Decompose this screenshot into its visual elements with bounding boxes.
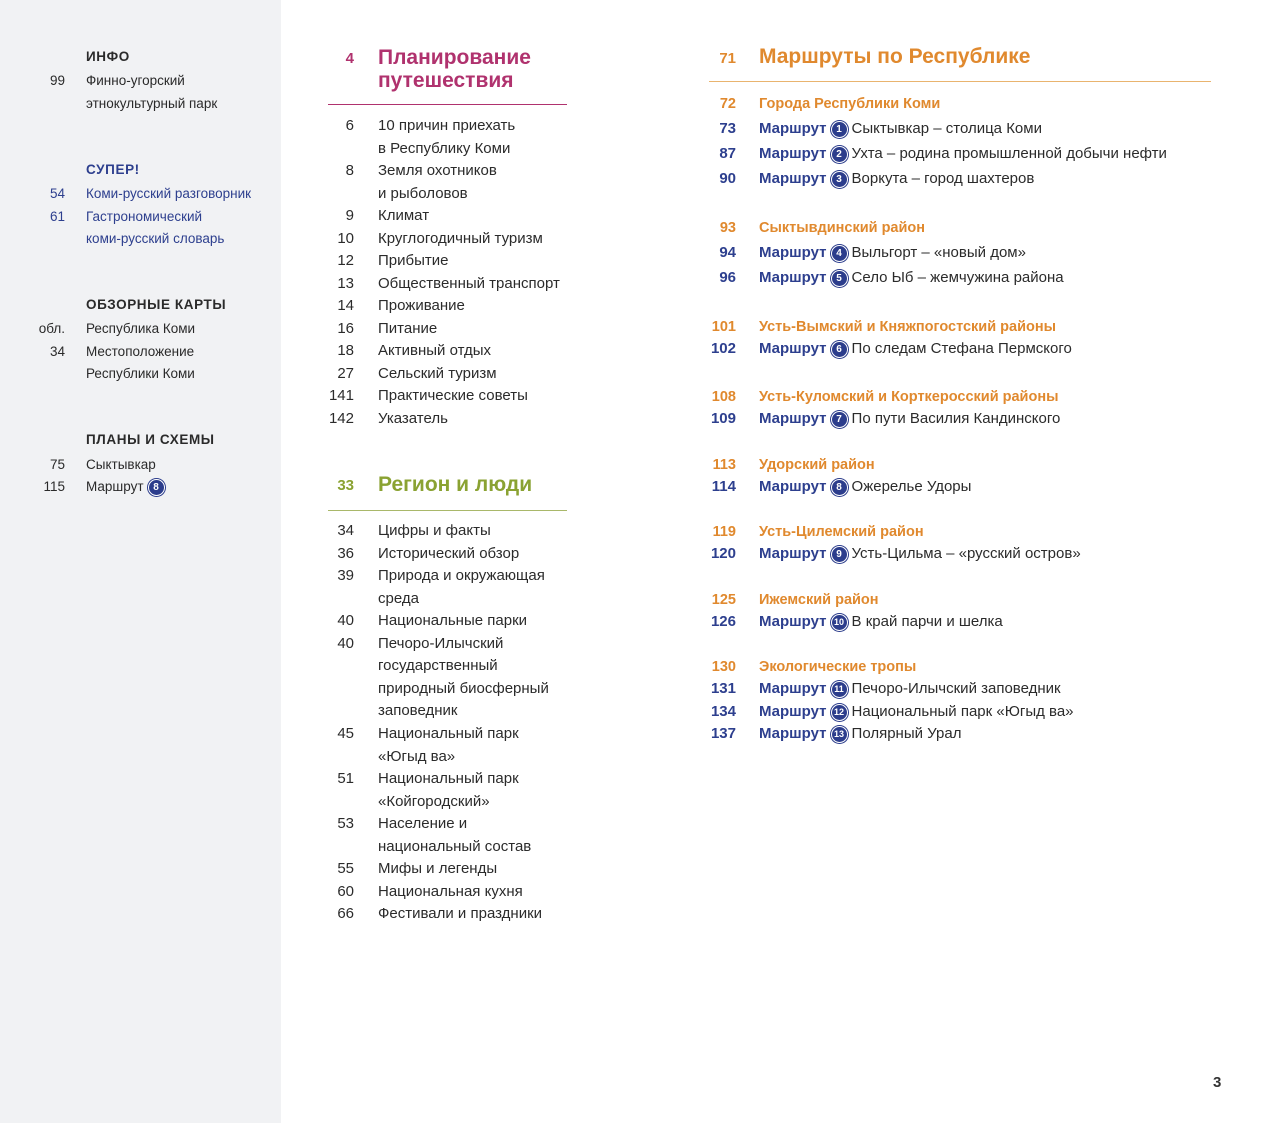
- section-page-number: 71: [719, 50, 736, 67]
- sidebar-item-label: Сыктывкар: [86, 457, 156, 472]
- route-number-badge: 8: [148, 479, 165, 496]
- route-entry-label: [759, 701, 1074, 723]
- route-entry[interactable]: [709, 118, 1229, 140]
- sidebar-item-continuation: [0, 93, 281, 115]
- toc-entry-label: Прибытие: [378, 252, 449, 269]
- toc-entry-label: «Югыд ва»: [378, 747, 456, 765]
- toc-entry-label: Мифы и легенды: [378, 860, 498, 878]
- page-number: 61: [49, 209, 65, 224]
- page-number: 73: [719, 120, 736, 137]
- toc-entry-label: «Койгородский»: [378, 792, 490, 810]
- route-label: Маршрут: [759, 410, 827, 428]
- toc-entry-label: Население и: [378, 815, 468, 833]
- route-label: Маршрут: [759, 145, 827, 162]
- section-title: путешествия: [378, 69, 514, 92]
- page-number: 36: [337, 544, 354, 562]
- page-number: 120: [710, 545, 736, 563]
- route-entry[interactable]: [709, 242, 1229, 264]
- route-description: Сыктывкар – столица Коми: [851, 120, 1042, 137]
- route-entry[interactable]: [709, 267, 1229, 289]
- toc-entry-label: Практические советы: [378, 387, 528, 404]
- toc-entry-label: 10 причин приехать: [378, 117, 516, 134]
- route-description: Воркута – город шахтеров: [851, 170, 1035, 187]
- route-label: Маршрут: [86, 479, 144, 494]
- sidebar-item-label: Гастрономический: [86, 209, 203, 224]
- route-entry[interactable]: [709, 723, 1229, 745]
- route-number-badge: 2: [831, 146, 848, 163]
- region-section-title: Экологические тропы: [759, 659, 917, 675]
- page-number: 53: [337, 815, 354, 833]
- region-section-heading[interactable]: [709, 386, 1229, 408]
- page-number: 66: [337, 905, 354, 923]
- sidebar-item-continuation: [0, 228, 281, 250]
- toc-entry-label: Указатель: [378, 409, 448, 427]
- toc-entry-label: в Республику Коми: [378, 139, 511, 157]
- route-description: В край парчи и шелка: [851, 613, 1003, 631]
- page-number: 141: [328, 387, 354, 404]
- route-description: Полярный Урал: [851, 724, 962, 742]
- page-number: 90: [719, 170, 736, 187]
- toc-entry-label: государственный: [378, 657, 498, 675]
- page-number: 13: [337, 274, 354, 292]
- route-entry-label: [759, 723, 961, 745]
- section-divider: [328, 104, 567, 105]
- page-number: 93: [719, 220, 736, 236]
- page-number: 6: [345, 117, 354, 134]
- page-number: 134: [710, 702, 736, 720]
- route-number-badge: 9: [831, 546, 848, 563]
- route-entry[interactable]: [709, 611, 1229, 633]
- page-number: 102: [710, 340, 736, 358]
- route-number-badge: 4: [831, 245, 848, 262]
- route-entry[interactable]: [709, 543, 1229, 565]
- page-number: 108: [711, 389, 736, 405]
- toc-entry-label: Питание: [378, 319, 438, 337]
- region-section-heading[interactable]: [709, 454, 1229, 476]
- sidebar-item[interactable]: [0, 70, 281, 92]
- route-entry-label: [759, 168, 1034, 190]
- page-number: 87: [719, 145, 736, 162]
- page-number: 55: [337, 860, 354, 878]
- route-entry[interactable]: [709, 701, 1229, 723]
- route-entry-label: [759, 408, 1060, 430]
- region-section-title: Сыктывдинский район: [759, 220, 926, 236]
- sidebar: [0, 0, 281, 1123]
- sidebar-section-title: ПЛАНЫ И СХЕМЫ: [86, 432, 215, 447]
- route-entry-label: [759, 678, 1061, 700]
- toc-entry-label: Сельский туризм: [378, 364, 497, 382]
- toc-entry-label: Проживание: [378, 297, 465, 314]
- route-number-badge: 8: [831, 479, 848, 496]
- route-description: Усть-Цильма – «русский остров»: [851, 545, 1081, 563]
- page-number: 14: [337, 297, 354, 314]
- route-number-badge: 10: [831, 614, 848, 631]
- sidebar-item-label: Местоположение: [86, 344, 195, 359]
- toc-entry-label: среда: [378, 589, 419, 607]
- route-label: Маршрут: [759, 724, 827, 742]
- route-entry-label: [759, 267, 1064, 289]
- route-label: Маршрут: [759, 680, 827, 698]
- section-divider: [328, 510, 567, 511]
- page-number: 142: [328, 409, 354, 427]
- section-divider: [709, 81, 1211, 82]
- page-number: 27: [337, 364, 354, 382]
- route-label: Маршрут: [759, 340, 827, 358]
- page-number: 94: [719, 244, 736, 261]
- page-number: 34: [337, 522, 354, 539]
- toc-entry-label: Печоро-Илычский: [378, 634, 504, 652]
- route-entry[interactable]: [709, 168, 1229, 190]
- page-number: 131: [710, 680, 736, 698]
- page-number: 101: [711, 319, 736, 335]
- page-number: 109: [710, 410, 736, 428]
- region-section-heading[interactable]: [709, 656, 1229, 678]
- sidebar-item-label: коми-русский словарь: [86, 231, 225, 246]
- route-entry-label: [759, 143, 1167, 165]
- sidebar-item[interactable]: [0, 476, 281, 498]
- sidebar-item[interactable]: [0, 206, 281, 228]
- route-entry[interactable]: [709, 143, 1229, 165]
- region-section-title: Усть-Вымский и Княжпогостский районы: [759, 319, 1056, 335]
- sidebar-item-label: этнокультурный парк: [86, 96, 218, 111]
- route-description: Выльгорт – «новый дом»: [851, 244, 1026, 261]
- section-title: Планирование: [378, 46, 531, 69]
- route-label: Маршрут: [759, 170, 827, 187]
- sidebar-item[interactable]: [0, 318, 281, 340]
- toc-entry-label: Национальная кухня: [378, 882, 523, 900]
- page-number: 45: [337, 724, 354, 742]
- page-number: 10: [337, 229, 354, 247]
- toc-entry-label: Земля охотников: [378, 162, 497, 179]
- route-label: Маршрут: [759, 478, 827, 496]
- region-section-heading[interactable]: [709, 316, 1229, 338]
- route-entry-label: [759, 476, 971, 498]
- page-number: 119: [712, 524, 736, 540]
- route-label: Маршрут: [759, 120, 827, 137]
- toc-entry-label: Природа и окружающая: [378, 567, 545, 585]
- route-label: Маршрут: [759, 702, 827, 720]
- page-number: 34: [49, 344, 65, 359]
- toc-entry-label: Климат: [378, 207, 430, 224]
- route-entry-label: [759, 543, 1081, 565]
- toc-entry-label: и рыболовов: [378, 184, 468, 202]
- page-number: 130: [711, 659, 736, 675]
- region-section-heading[interactable]: [709, 93, 1229, 115]
- sidebar-section-title: СУПЕР!: [86, 162, 140, 177]
- region-section-heading[interactable]: [709, 217, 1229, 239]
- toc-entry-label: Круглогодичный туризм: [378, 229, 543, 247]
- sidebar-item-label: Республики Коми: [86, 366, 195, 381]
- sidebar-section-title: ИНФО: [86, 49, 130, 64]
- route-number-badge: 13: [831, 726, 848, 743]
- route-label: Маршрут: [759, 244, 827, 261]
- page-number: 39: [337, 567, 354, 585]
- page-number: 51: [337, 770, 354, 788]
- sidebar-item-label: Финно-угорский: [86, 73, 185, 88]
- route-description: Ухта – родина промышленной добычи нефти: [851, 145, 1167, 162]
- route-entry[interactable]: [709, 678, 1229, 700]
- toc-entry-label: природный биосферный: [378, 679, 549, 697]
- route-label: Маршрут: [759, 613, 827, 631]
- route-description: Ожерелье Удоры: [851, 478, 972, 496]
- sidebar-item-continuation: [0, 363, 281, 385]
- page-number: 60: [337, 882, 354, 900]
- sidebar-item-label: [86, 476, 169, 498]
- page-number: 72: [719, 96, 736, 112]
- section-page-number: 33: [337, 477, 354, 494]
- section-title: Регион и люди: [378, 473, 533, 496]
- route-number-badge: 1: [831, 121, 848, 138]
- page-number: 18: [337, 342, 354, 359]
- sidebar-item[interactable]: [0, 341, 281, 363]
- route-entry[interactable]: [709, 408, 1229, 430]
- page-number: 99: [49, 73, 65, 88]
- page-number: 12: [337, 252, 354, 269]
- page-number: 137: [710, 724, 736, 742]
- toc-entry-label: национальный состав: [378, 837, 532, 855]
- page-number: 75: [49, 457, 65, 472]
- region-section-title: Усть-Цилемский район: [759, 524, 924, 540]
- route-entry-label: [759, 338, 1072, 360]
- toc-entry-label: Фестивали и праздники: [378, 905, 543, 923]
- page-number: 54: [49, 186, 65, 201]
- toc-entry-label: Цифры и факты: [378, 522, 491, 539]
- page-number: 114: [711, 478, 736, 496]
- route-description: Село Ыб – жемчужина района: [851, 269, 1064, 286]
- route-entry-label: [759, 242, 1026, 264]
- route-description: Печоро-Илычский заповедник: [851, 680, 1061, 698]
- page-number: 9: [345, 207, 354, 224]
- page-number: 126: [710, 613, 736, 631]
- route-entry[interactable]: [709, 476, 1229, 498]
- region-section-heading[interactable]: [709, 521, 1229, 543]
- toc-entry-label: Национальный парк: [378, 770, 519, 788]
- page-number: 40: [337, 612, 354, 630]
- route-entry-label: [759, 118, 1042, 140]
- section-title: Маршруты по Республике: [759, 45, 1031, 68]
- route-number-badge: 12: [831, 704, 848, 721]
- toc-entry-label: Общественный транспорт: [378, 274, 560, 292]
- page-number: обл.: [38, 321, 65, 336]
- sidebar-item[interactable]: [0, 454, 281, 476]
- route-entry-label: [759, 611, 1003, 633]
- route-number-badge: 6: [831, 341, 848, 358]
- page-number: 16: [337, 319, 354, 337]
- page-number: 40: [337, 634, 354, 652]
- route-description: Национальный парк «Югыд ва»: [851, 702, 1074, 720]
- page-number: 96: [719, 269, 736, 286]
- route-label: Маршрут: [759, 545, 827, 563]
- section-page-number: 4: [345, 50, 354, 67]
- route-number-badge: 11: [831, 681, 848, 698]
- toc-entry-label: Национальные парки: [378, 612, 528, 630]
- toc-entry-label: Активный отдых: [378, 342, 491, 359]
- route-number-badge: 7: [831, 411, 848, 428]
- page-number: 113: [712, 457, 736, 473]
- route-entry[interactable]: [709, 338, 1229, 360]
- sidebar-section-title: ОБЗОРНЫЕ КАРТЫ: [86, 297, 227, 312]
- route-number-badge: 3: [831, 171, 848, 188]
- region-section-title: Удорский район: [759, 457, 875, 473]
- toc-entry-label: Исторический обзор: [378, 544, 520, 562]
- region-section-title: Города Республики Коми: [759, 96, 941, 112]
- region-section-title: Ижемский район: [759, 592, 879, 608]
- page-number-footer: 3: [1213, 1074, 1222, 1091]
- route-description: По следам Стефана Пермского: [851, 340, 1072, 358]
- route-number-badge: 5: [831, 270, 848, 287]
- page-number: 115: [43, 479, 65, 494]
- region-section-title: Усть-Куломский и Корткеросский районы: [759, 389, 1059, 405]
- route-description: По пути Василия Кандинского: [851, 410, 1061, 428]
- sidebar-item-label: Коми-русский разговорник: [86, 186, 252, 201]
- sidebar-item[interactable]: [0, 183, 281, 205]
- toc-entry-label: заповедник: [378, 702, 458, 720]
- sidebar-item-label: Республика Коми: [86, 321, 196, 336]
- page-number: 125: [711, 592, 736, 608]
- toc-entry-label: Национальный парк: [378, 724, 519, 742]
- region-section-heading[interactable]: [709, 589, 1229, 611]
- page-number: 8: [345, 162, 354, 179]
- route-label: Маршрут: [759, 269, 827, 286]
